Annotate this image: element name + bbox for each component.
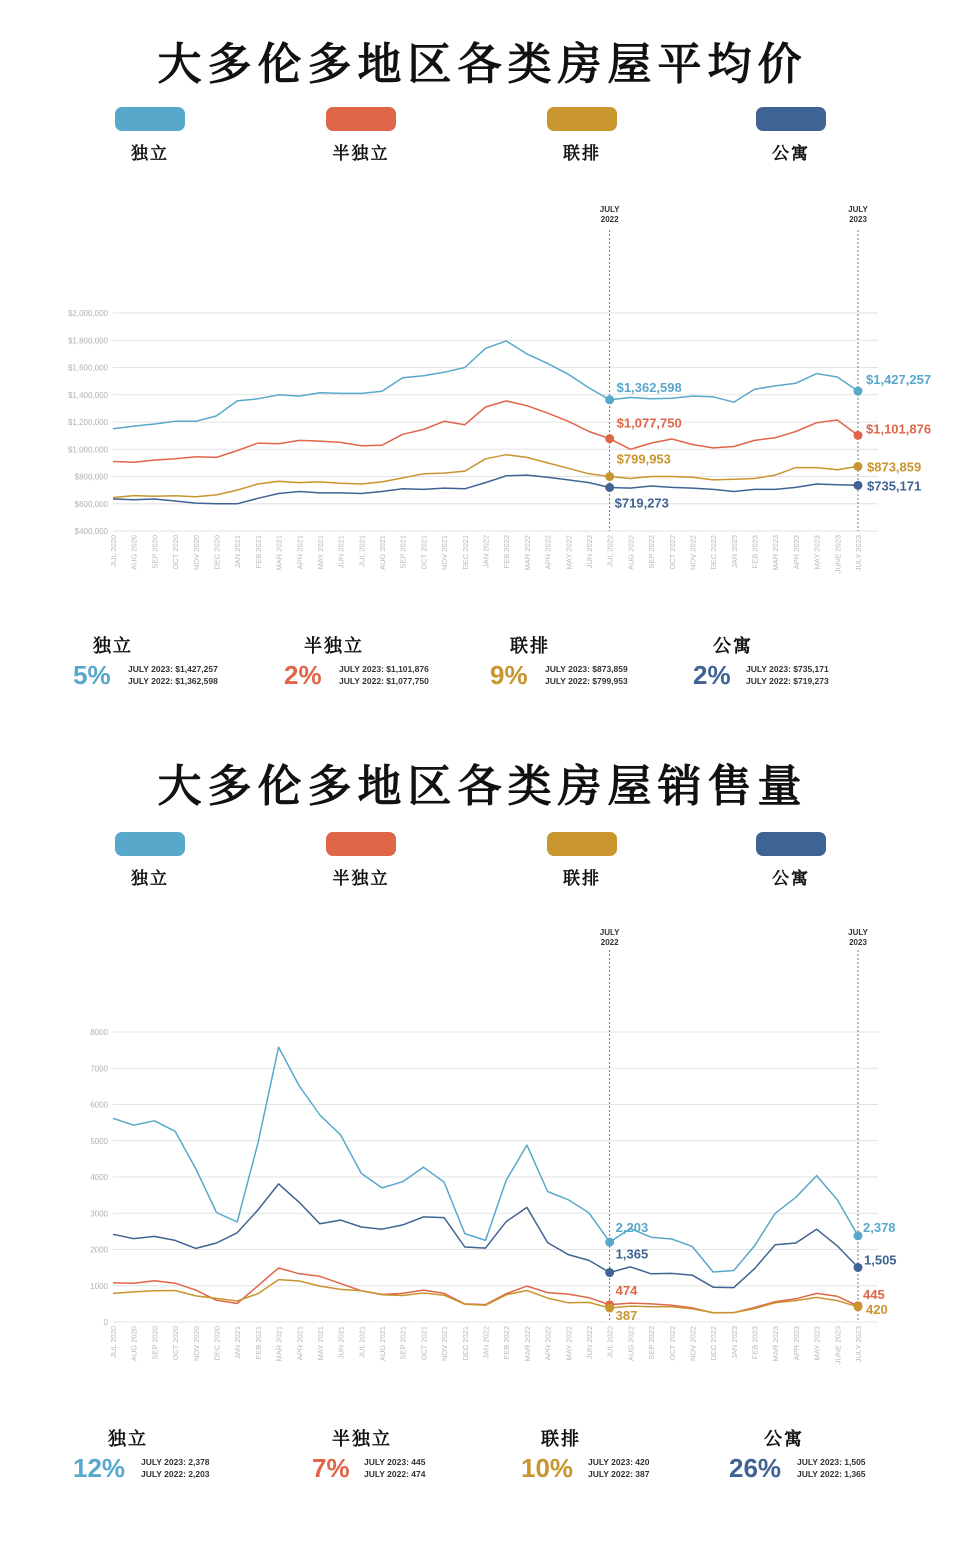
legend-label-semi: 半独立 [332, 869, 390, 889]
x-tick-label: JAN 2021 [233, 1326, 243, 1359]
x-tick-label: JUL 2021 [357, 535, 367, 567]
summary-line-2023: JULY 2023: $1,427,257 [128, 664, 218, 674]
x-tick-label: AUG 2022 [626, 1326, 636, 1362]
legend-label-detached: 独立 [131, 869, 169, 889]
x-tick-label: SEP 2022 [647, 1326, 657, 1360]
marker-july-2023-label: 2023 [849, 215, 867, 224]
x-tick-label: SEP 2020 [150, 1326, 160, 1360]
x-tick-label: FEB 2023 [750, 535, 760, 569]
x-tick-label: MAY 2023 [812, 535, 822, 570]
legend-item-semi [311, 107, 411, 164]
x-tick-label: JUN 2021 [336, 535, 346, 569]
summary-line-2023: JULY 2023: 445 [364, 1457, 426, 1467]
sales-line-chart [0, 920, 965, 1370]
summary-lines [339, 663, 429, 687]
summary-pct: 10% [521, 1453, 574, 1483]
x-tick-label: JUNE 2023 [833, 535, 843, 574]
summary-pct: 5% [73, 660, 111, 690]
summary-lines [128, 663, 218, 687]
summary-line-2023: JULY 2023: 420 [588, 1457, 650, 1467]
legend-swatch-town [547, 832, 617, 856]
legend-swatch-detached [115, 107, 185, 131]
legend-label-town: 联排 [563, 144, 601, 164]
x-tick-label: FEB 2022 [502, 1326, 512, 1360]
x-tick-label: AUG 2021 [378, 1326, 388, 1362]
summary-name: 联排 [541, 1429, 581, 1450]
marker-july-2023-label: JULY [848, 928, 868, 937]
y-tick-label: 8000 [90, 1028, 108, 1037]
y-tick-label: $600,000 [74, 499, 108, 509]
x-tick-label: NOV 2022 [688, 535, 698, 571]
x-tick-label: JUNE 2023 [833, 1326, 843, 1365]
x-tick-label: OCT 2021 [419, 535, 429, 570]
value-label-town-end: $873,859 [867, 459, 922, 475]
summary-pct: 26% [729, 1453, 782, 1483]
y-tick-label: $2,000,000 [67, 309, 108, 318]
x-tick-label: MAY 2021 [315, 535, 325, 570]
summary-name: 联排 [510, 636, 550, 657]
x-tick-label: JUN 2022 [584, 535, 594, 569]
legend-swatch-semi [326, 107, 396, 131]
x-tick-label: FEB 2022 [502, 535, 512, 569]
point-detached-end [854, 1231, 863, 1240]
summary-pct: 2% [284, 660, 322, 690]
x-tick-label: JULY 2023 [854, 535, 863, 572]
marker-july-2022-label: JULY [599, 928, 620, 937]
y-tick-label: 6000 [90, 1100, 108, 1110]
marker-july-2022-label: JULY [599, 205, 620, 214]
value-label-condo-end: 1,505 [864, 1252, 897, 1268]
summary-line-2022: JULY 2022: $1,362,598 [128, 676, 218, 686]
value-label-semi-start: $1,077,750 [616, 415, 682, 431]
summary-name: 公寓 [713, 636, 753, 657]
x-tick-label: AUG 2022 [626, 535, 636, 571]
y-tick-label: $1,600,000 [67, 363, 108, 373]
x-tick-label: DEC 2020 [212, 535, 222, 570]
price-summary-condo [693, 632, 923, 712]
series-line-town [113, 1280, 858, 1313]
x-tick-label: APR 2021 [295, 535, 305, 570]
value-label-detached-start: $1,362,598 [616, 379, 682, 395]
marker-july-2023-label: 2023 [849, 938, 867, 947]
sales-summary-town [521, 1425, 751, 1505]
sales-summary [0, 1425, 965, 1505]
y-tick-label: $1,000,000 [67, 445, 108, 455]
sales-legend [0, 832, 965, 902]
x-tick-label: JAN 2023 [729, 535, 739, 568]
point-town-start [605, 1303, 614, 1312]
summary-line-2023: JULY 2023: 1,505 [797, 1457, 866, 1467]
point-condo-start [605, 1268, 614, 1277]
value-label-semi-end: 445 [863, 1286, 885, 1302]
series-line-semi [113, 1268, 858, 1313]
legend-swatch-condo [756, 832, 826, 856]
value-label-detached-start: 2,203 [615, 1220, 649, 1236]
series-line-detached [113, 341, 858, 429]
summary-line-2023: JULY 2023: $1,101,876 [339, 664, 429, 674]
x-tick-label: SEP 2021 [398, 535, 408, 569]
x-tick-label: JUL 2022 [605, 1326, 615, 1358]
series-line-condo [113, 1184, 858, 1288]
sales-chart-title: 大多伦多地区各类房屋销售量 [157, 761, 808, 812]
x-tick-label: JUL 2022 [605, 535, 615, 567]
x-tick-label: FEB 2023 [750, 1326, 760, 1360]
price-summary-detached [73, 632, 303, 712]
x-tick-label: NOV 2022 [688, 1326, 698, 1362]
summary-line-2023: JULY 2023: $873,859 [545, 664, 628, 674]
value-label-town-start: $799,953 [616, 451, 671, 467]
x-tick-label: MAR 2023 [771, 535, 781, 571]
summary-lines [746, 663, 829, 687]
summary-lines [545, 663, 628, 687]
y-tick-label: $1,800,000 [67, 336, 108, 346]
x-tick-label: JAN 2023 [729, 1326, 739, 1359]
x-tick-label: OCT 2020 [171, 535, 181, 570]
summary-name: 半独立 [304, 636, 364, 657]
x-tick-label: JULY 2023 [854, 1326, 863, 1363]
x-tick-label: APR 2021 [295, 1326, 305, 1361]
price-summary-town [490, 632, 720, 712]
x-tick-label: APR 2022 [543, 535, 553, 570]
legend-label-condo: 公寓 [772, 869, 810, 889]
x-tick-label: NOV 2020 [191, 535, 201, 571]
sales-summary-semi [312, 1425, 542, 1505]
x-tick-label: NOV 2021 [440, 535, 450, 571]
legend-label-detached: 独立 [131, 144, 169, 164]
summary-line-2022: JULY 2022: 2,203 [141, 1469, 210, 1479]
y-tick-label: $800,000 [74, 472, 108, 482]
price-legend [0, 107, 965, 177]
x-tick-label: MAR 2021 [274, 535, 284, 571]
legend-swatch-condo [756, 107, 826, 131]
point-town-end [854, 462, 863, 471]
summary-line-2023: JULY 2023: 2,378 [141, 1457, 210, 1467]
y-tick-label: 0 [103, 1318, 108, 1327]
x-tick-label: FEB 2021 [253, 535, 263, 569]
x-tick-label: OCT 2022 [667, 535, 677, 570]
legend-item-detached [100, 107, 200, 164]
x-tick-label: AUG 2020 [129, 535, 139, 571]
x-tick-label: JUN 2022 [584, 1326, 594, 1360]
value-label-town-start: 387 [615, 1307, 638, 1323]
summary-name: 半独立 [332, 1429, 392, 1450]
legend-swatch-detached [115, 832, 185, 856]
x-tick-label: JUL 2021 [357, 1326, 367, 1358]
point-detached-start [605, 395, 614, 404]
price-summary-semi [284, 632, 514, 712]
value-label-semi-start: 474 [615, 1282, 638, 1298]
x-tick-label: NOV 2020 [191, 1326, 201, 1362]
legend-label-condo: 公寓 [772, 144, 810, 164]
summary-pct: 7% [312, 1453, 350, 1483]
price-line-chart [0, 200, 965, 600]
y-tick-label: $1,200,000 [67, 418, 108, 427]
summary-line-2022: JULY 2022: 387 [588, 1469, 650, 1479]
summary-lines [797, 1456, 866, 1480]
x-tick-label: JUL 2020 [109, 1326, 118, 1358]
x-tick-label: APR 2022 [543, 1326, 553, 1361]
legend-item-condo [741, 107, 841, 164]
summary-line-2022: JULY 2022: $799,953 [545, 676, 628, 686]
x-tick-label: FEB 2021 [253, 1326, 263, 1360]
legend-item-detached [100, 832, 200, 889]
x-tick-label: APR 2023 [791, 1326, 801, 1361]
value-label-town-end: 420 [866, 1301, 888, 1317]
y-tick-label: 7000 [90, 1064, 108, 1074]
y-tick-label: 5000 [90, 1136, 108, 1146]
summary-lines [141, 1456, 210, 1480]
marker-july-2022-label: 2022 [600, 215, 619, 224]
point-semi-start [605, 434, 614, 443]
summary-pct: 2% [693, 660, 731, 690]
summary-pct: 12% [73, 1453, 126, 1483]
point-detached-end [854, 387, 863, 396]
point-semi-end [854, 431, 863, 440]
legend-swatch-town [547, 107, 617, 131]
x-tick-label: SEP 2022 [647, 535, 657, 569]
x-tick-label: SEP 2021 [398, 1326, 408, 1360]
x-tick-label: APR 2023 [791, 535, 801, 570]
x-tick-label: AUG 2021 [378, 535, 388, 571]
point-condo-end [854, 481, 863, 490]
value-label-detached-end: 2,378 [863, 1219, 896, 1235]
legend-label-semi: 半独立 [332, 144, 390, 164]
y-tick-label: 3000 [90, 1209, 108, 1219]
value-label-semi-end: $1,101,876 [866, 421, 932, 437]
x-tick-label: NOV 2021 [440, 1326, 450, 1362]
sales-summary-condo [729, 1425, 959, 1505]
summary-pct: 9% [490, 660, 528, 690]
value-label-condo-start: $719,273 [614, 495, 669, 511]
summary-lines [588, 1456, 649, 1480]
point-detached-start [605, 1238, 614, 1247]
y-tick-label: $1,400,000 [67, 390, 108, 400]
y-tick-label: 2000 [90, 1245, 108, 1255]
legend-label-town: 联排 [563, 869, 601, 889]
x-tick-label: MAY 2022 [564, 1326, 574, 1361]
x-tick-label: DEC 2021 [460, 535, 470, 570]
summary-name: 独立 [108, 1429, 148, 1450]
summary-line-2022: JULY 2022: 474 [364, 1469, 426, 1479]
x-tick-label: JAN 2021 [233, 535, 243, 568]
point-condo-end [854, 1263, 863, 1272]
x-tick-label: JUL 2020 [109, 535, 118, 567]
value-label-detached-end: $1,427,257 [866, 372, 932, 388]
x-tick-label: OCT 2022 [667, 1326, 677, 1361]
x-tick-label: MAR 2022 [522, 535, 532, 571]
summary-line-2022: JULY 2022: $719,273 [746, 676, 829, 686]
value-label-condo-start: 1,365 [615, 1246, 649, 1262]
value-label-condo-end: $735,171 [867, 478, 922, 494]
legend-item-condo [741, 832, 841, 889]
legend-item-town [532, 832, 632, 889]
price-summary [0, 632, 965, 712]
y-tick-label: 4000 [90, 1173, 108, 1182]
x-tick-label: MAY 2022 [564, 535, 574, 570]
x-tick-label: AUG 2020 [129, 1326, 139, 1362]
x-tick-label: DEC 2020 [212, 1326, 222, 1361]
point-town-start [605, 472, 614, 481]
summary-lines [364, 1456, 425, 1480]
legend-swatch-semi [326, 832, 396, 856]
x-tick-label: MAR 2021 [274, 1326, 284, 1362]
x-tick-label: DEC 2022 [709, 1326, 719, 1361]
x-tick-label: DEC 2022 [709, 535, 719, 570]
summary-name: 公寓 [764, 1429, 804, 1450]
y-tick-label: 1000 [90, 1281, 108, 1291]
summary-line-2023: JULY 2023: $735,171 [746, 664, 829, 674]
summary-line-2022: JULY 2022: 1,365 [797, 1469, 866, 1479]
y-tick-label: $400,000 [74, 527, 108, 536]
summary-name: 独立 [93, 636, 133, 657]
price-chart-title: 大多伦多地区各类房屋平均价 [157, 39, 808, 90]
x-tick-label: JUN 2021 [336, 1326, 346, 1360]
x-tick-label: SEP 2020 [150, 535, 160, 569]
x-tick-label: JAN 2022 [481, 1326, 491, 1359]
x-tick-label: MAR 2023 [771, 1326, 781, 1362]
summary-line-2022: JULY 2022: $1,077,750 [339, 676, 429, 686]
legend-item-town [532, 107, 632, 164]
x-tick-label: MAY 2023 [812, 1326, 822, 1361]
x-tick-label: MAR 2022 [522, 1326, 532, 1362]
x-tick-label: DEC 2021 [460, 1326, 470, 1361]
point-condo-start [605, 483, 614, 492]
marker-july-2023-label: JULY [848, 205, 868, 214]
x-tick-label: OCT 2021 [419, 1326, 429, 1361]
marker-july-2022-label: 2022 [600, 938, 619, 947]
point-town-end [854, 1302, 863, 1311]
legend-item-semi [311, 832, 411, 889]
x-tick-label: JAN 2022 [481, 535, 491, 568]
x-tick-label: OCT 2020 [171, 1326, 181, 1361]
x-tick-label: MAY 2021 [315, 1326, 325, 1361]
sales-summary-detached [73, 1425, 303, 1505]
